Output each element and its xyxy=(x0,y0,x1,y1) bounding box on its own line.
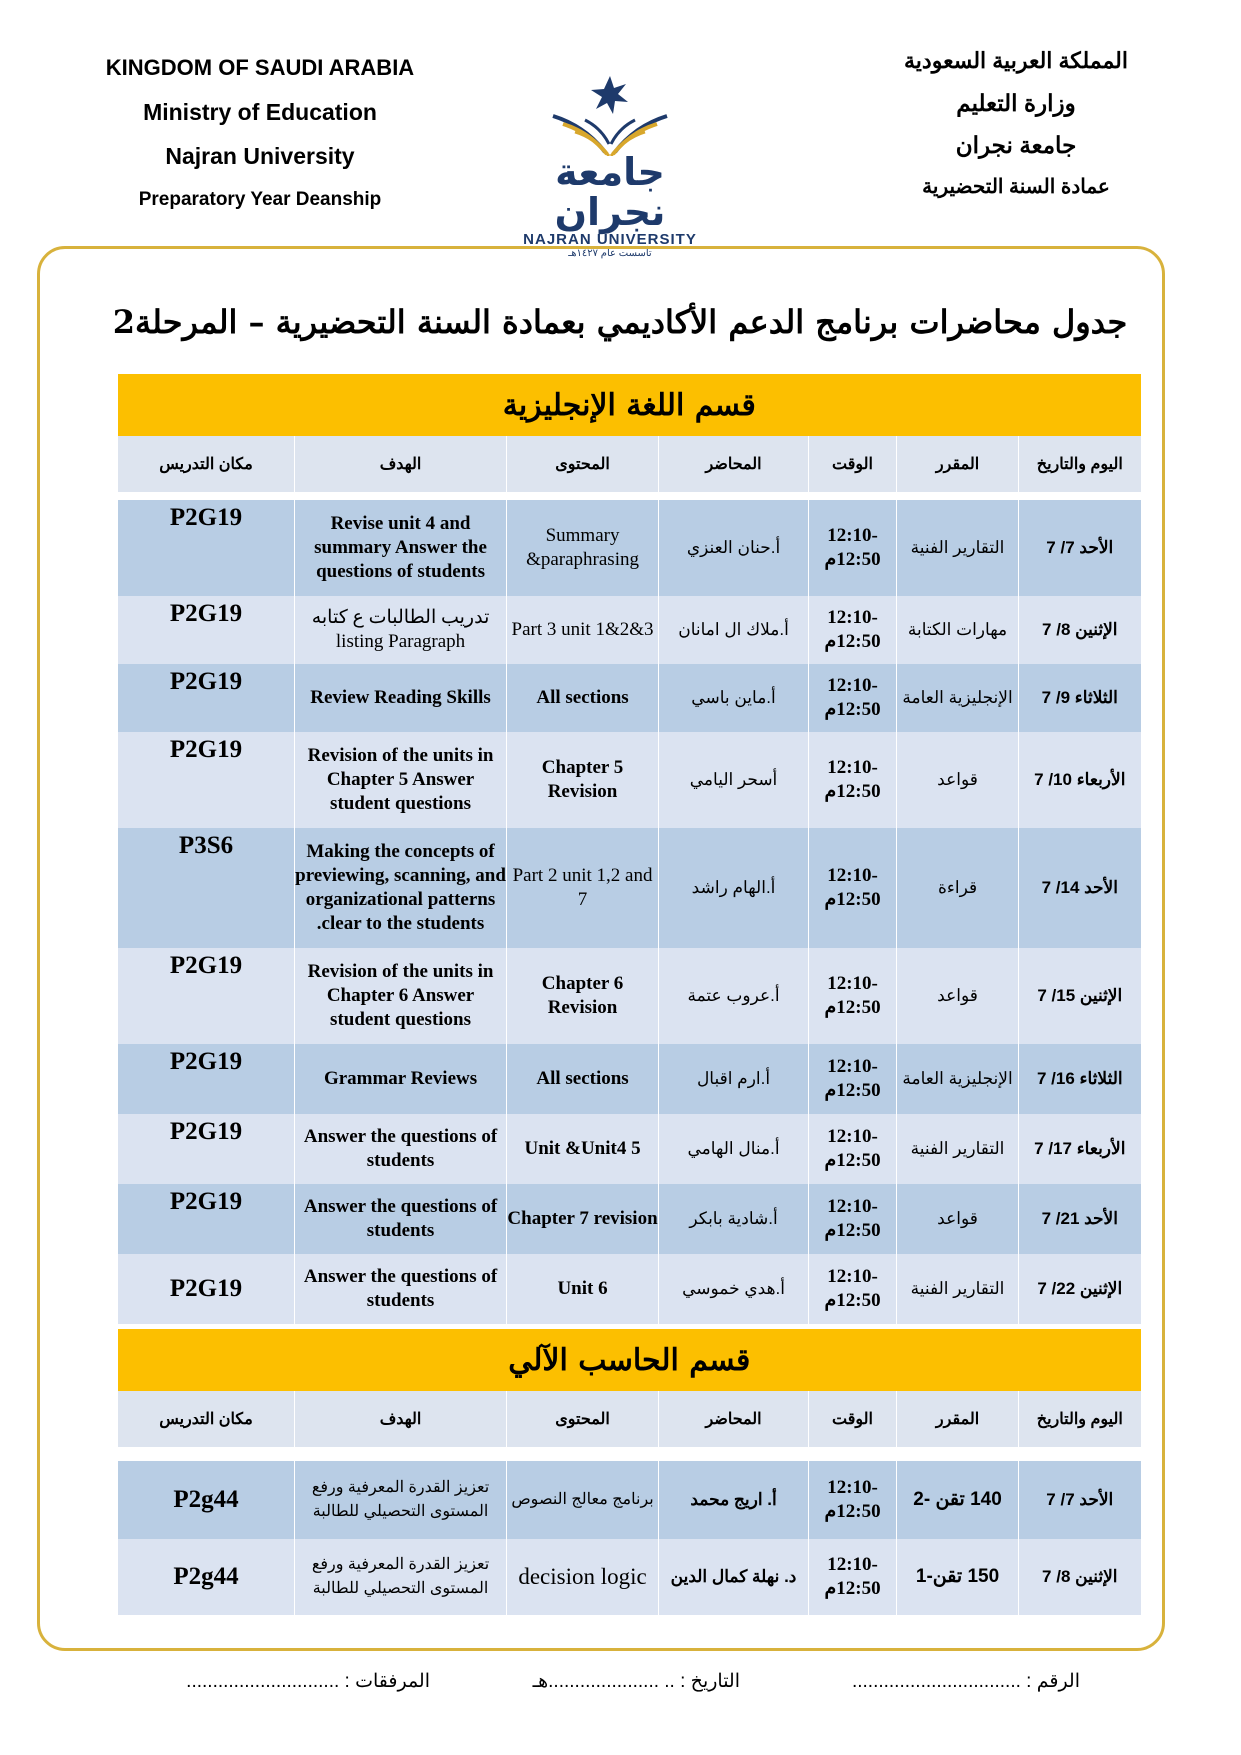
row-place: P2G19 xyxy=(118,948,295,1044)
row-day: الأربعاء 17/ 7 xyxy=(1019,1114,1141,1184)
col-day: اليوم والتاريخ xyxy=(1019,436,1141,492)
row-day: الأحد 14/ 7 xyxy=(1019,828,1141,948)
row-time: -12:10 12:50م xyxy=(809,1114,897,1184)
col-time: الوقت xyxy=(809,1391,897,1447)
row-content: All sections xyxy=(507,664,659,732)
row-day: الأحد 7/ 7 xyxy=(1019,500,1141,596)
table-row xyxy=(118,500,1141,596)
row-content: Chapter 5 Revision xyxy=(507,732,659,828)
row-time: -12:10 12:50م xyxy=(809,664,897,732)
col-content: المحتوى xyxy=(507,1391,659,1447)
table-row xyxy=(118,1044,1141,1114)
row-goal: Answer the questions of students xyxy=(295,1114,507,1184)
header-en-university: Najran University xyxy=(165,143,355,169)
table-row xyxy=(118,1254,1141,1324)
table-row xyxy=(118,1539,1141,1615)
row-day: الإثنين 15/ 7 xyxy=(1019,948,1141,1044)
university-logo xyxy=(510,74,710,259)
row-lecturer: د. نهلة كمال الدين xyxy=(659,1539,809,1615)
row-goal: تعزيز القدرة المعرفية ورفع المستوى التحصيلي للطالبة xyxy=(295,1461,507,1539)
footer-attachments: المرفقات : ............................. xyxy=(186,1671,430,1692)
row-goal: Revision of the units in Chapter 5 Answer student questions xyxy=(295,732,507,828)
row-lecturer: أ.هدي خموسي xyxy=(659,1254,809,1324)
row-course: 140 تقن -2 xyxy=(897,1461,1019,1539)
row-place: P2G19 xyxy=(118,1254,295,1324)
col-time: الوقت xyxy=(809,436,897,492)
row-course: الإنجليزية العامة xyxy=(897,664,1019,732)
row-content: Unit &Unit4 5 xyxy=(507,1114,659,1184)
row-course: التقارير الفنية xyxy=(897,1254,1019,1324)
row-time: -12:10 12:50م xyxy=(809,1254,897,1324)
row-content: Unit 6 xyxy=(507,1254,659,1324)
row-content: Chapter 7 revision xyxy=(507,1184,659,1254)
row-lecturer: أ.شادية بابكر xyxy=(659,1184,809,1254)
col-course: المقرر xyxy=(897,436,1019,492)
header-english xyxy=(60,46,460,222)
row-time: -12:10 12:50م xyxy=(809,828,897,948)
row-course: مهارات الكتابة xyxy=(897,596,1019,664)
header-ar-country: المملكة العربية السعودية xyxy=(904,48,1128,73)
row-content: برنامج معالج النصوص xyxy=(507,1461,659,1539)
computer-section-title: قسم الحاسب الآلي xyxy=(118,1329,1141,1391)
table-row xyxy=(118,596,1141,664)
header-arabic xyxy=(851,40,1181,208)
table-row xyxy=(118,1114,1141,1184)
col-goal: الهدف xyxy=(295,436,507,492)
table-row xyxy=(118,1461,1141,1539)
row-place: P2G19 xyxy=(118,1044,295,1114)
row-day: الإثنين 22/ 7 xyxy=(1019,1254,1141,1324)
col-place: مكان التدريس xyxy=(118,1391,295,1447)
row-place: P2G19 xyxy=(118,664,295,732)
row-day: الأربعاء 10/ 7 xyxy=(1019,732,1141,828)
footer-date: التاريخ : .. .....................هـ xyxy=(532,1671,740,1692)
computer-schedule-table xyxy=(117,1329,1141,1615)
row-lecturer: أ.ماين باسي xyxy=(659,664,809,732)
row-place: P2G19 xyxy=(118,596,295,664)
col-lecturer: المحاضر xyxy=(659,436,809,492)
table-row xyxy=(118,828,1141,948)
row-lecturer: أ.الهام راشد xyxy=(659,828,809,948)
row-goal: Answer the questions of students xyxy=(295,1254,507,1324)
row-course: قواعد xyxy=(897,948,1019,1044)
col-goal: الهدف xyxy=(295,1391,507,1447)
row-time: -12:10 12:50م xyxy=(809,1044,897,1114)
row-lecturer: أ.ملاك ال امانان xyxy=(659,596,809,664)
row-day: الأحد 7/ 7 xyxy=(1019,1461,1141,1539)
row-time: -12:10 12:50م xyxy=(809,500,897,596)
row-place: P2g44 xyxy=(118,1539,295,1615)
row-place: P2G19 xyxy=(118,732,295,828)
row-place: P2G19 xyxy=(118,1184,295,1254)
row-time: -12:10 12:50م xyxy=(809,732,897,828)
page-title: جدول محاضرات برنامج الدعم الأكاديمي بعمادة السنة التحضيرية – المرحلة2 xyxy=(112,303,1128,341)
row-goal: Answer the questions of students xyxy=(295,1184,507,1254)
row-day: الثلاثاء 9/ 7 xyxy=(1019,664,1141,732)
row-content: decision logic xyxy=(507,1539,659,1615)
logo-english-name: NAJRAN UNIVERSITY xyxy=(523,231,697,248)
row-day: الأحد 21/ 7 xyxy=(1019,1184,1141,1254)
row-course: قواعد xyxy=(897,1184,1019,1254)
row-place: P3S6 xyxy=(118,828,295,948)
header-ar-deanship: عمادة السنة التحضيرية xyxy=(922,176,1110,198)
row-lecturer: أ.ارم اقبال xyxy=(659,1044,809,1114)
col-place: مكان التدريس xyxy=(118,436,295,492)
row-day: الإثنين 8/ 7 xyxy=(1019,596,1141,664)
row-content: Part 3 unit 1&2&3 xyxy=(507,596,659,664)
row-content: All sections xyxy=(507,1044,659,1114)
logo-founded: تأسست عام ١٤٢٧هـ xyxy=(568,248,652,259)
row-goal: Revision of the units in Chapter 6 Answer student questions xyxy=(295,948,507,1044)
header-en-deanship: Preparatory Year Deanship xyxy=(138,189,382,210)
row-content: Chapter 6 Revision xyxy=(507,948,659,1044)
row-lecturer: أ. اريج محمد xyxy=(659,1461,809,1539)
row-place: P2g44 xyxy=(118,1461,295,1539)
computer-column-header-row xyxy=(118,1391,1141,1447)
row-content: Part 2 unit 1,2 and 7 xyxy=(507,828,659,948)
col-lecturer: المحاضر xyxy=(659,1391,809,1447)
col-day: اليوم والتاريخ xyxy=(1019,1391,1141,1447)
english-column-header-row xyxy=(118,436,1141,492)
row-course: قراءة xyxy=(897,828,1019,948)
row-lecturer: أ.حنان العنزي xyxy=(659,500,809,596)
row-goal: تعزيز القدرة المعرفية ورفع المستوى التحصيلي للطالبة xyxy=(295,1539,507,1615)
table-row xyxy=(118,1184,1141,1254)
row-course: التقارير الفنية xyxy=(897,500,1019,596)
row-lecturer: أ.عروب عتمة xyxy=(659,948,809,1044)
row-course: قواعد xyxy=(897,732,1019,828)
english-schedule-table xyxy=(117,374,1141,1324)
row-goal: Grammar Reviews xyxy=(295,1044,507,1114)
row-time: -12:10 12:50م xyxy=(809,1461,897,1539)
row-time: -12:10 12:50م xyxy=(809,1184,897,1254)
row-place: P2G19 xyxy=(118,1114,295,1184)
row-goal: Making the concepts of previewing, scanning, and organizational patterns clear to the students. xyxy=(295,828,507,948)
row-goal: Revise unit 4 and summary Answer the questions of students xyxy=(295,500,507,596)
row-time: -12:10 12:50م xyxy=(809,1539,897,1615)
row-day: الإثنين 8/ 7 xyxy=(1019,1539,1141,1615)
row-time: -12:10 12:50م xyxy=(809,596,897,664)
table-row xyxy=(118,948,1141,1044)
row-course: 150 تقن-1 xyxy=(897,1539,1019,1615)
header-ar-ministry: وزارة التعليم xyxy=(956,90,1076,116)
english-section-title: قسم اللغة الإنجليزية xyxy=(118,374,1141,436)
row-lecturer: أسحر اليامي xyxy=(659,732,809,828)
col-content: المحتوى xyxy=(507,436,659,492)
row-goal: Review Reading Skills xyxy=(295,664,507,732)
logo-emblem-icon xyxy=(545,74,675,156)
row-goal: تدريب الطالبات ع كتابه listing Paragraph xyxy=(295,596,507,664)
row-course: التقارير الفنية xyxy=(897,1114,1019,1184)
logo-arabic-name: جامعة نجران xyxy=(554,150,666,234)
footer-number: الرقم : ................................ xyxy=(851,1671,1080,1692)
row-time: -12:10 12:50م xyxy=(809,948,897,1044)
row-place: P2G19 xyxy=(118,500,295,596)
row-content: Summary &paraphrasing xyxy=(507,500,659,596)
table-row xyxy=(118,664,1141,732)
col-course: المقرر xyxy=(897,1391,1019,1447)
header-en-country: KINGDOM OF SAUDI ARABIA xyxy=(105,55,415,80)
row-day: الثلاثاء 16/ 7 xyxy=(1019,1044,1141,1114)
header-en-ministry: Ministry of Education xyxy=(143,99,377,125)
table-row xyxy=(118,732,1141,828)
row-course: الإنجليزية العامة xyxy=(897,1044,1019,1114)
row-lecturer: أ.منال الهامي xyxy=(659,1114,809,1184)
header-ar-university: جامعة نجران xyxy=(955,132,1077,158)
